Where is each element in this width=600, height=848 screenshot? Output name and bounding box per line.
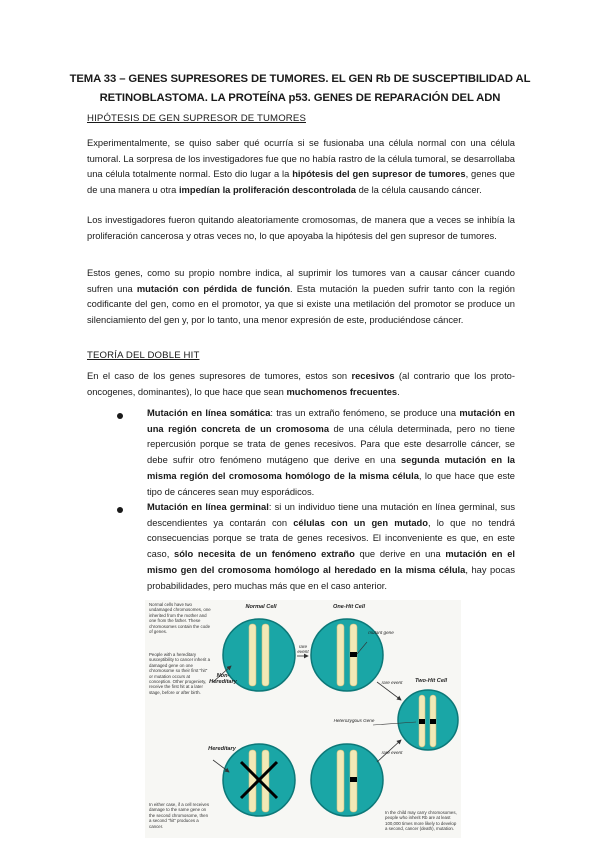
paragraph-experiment — [87, 136, 515, 199]
bullet-dot — [117, 413, 123, 419]
figure-note-normal: Normal cells have two undamaged chromosomes, one inherited from the mother and one from the father. These chromosomes contain the code of genes. — [149, 602, 211, 635]
bold-run: segunda mutación en la misma región del cromosoma homólogo de la misma célula — [147, 455, 516, 481]
label-heterozygous-gene: Heterozygous Gene — [333, 718, 375, 723]
one-hit-cell-bottom-graphic — [311, 744, 383, 816]
label-rare-event-2: rare event — [381, 680, 403, 685]
text-run: de una célula determinada, pero no tiene repercusión porque se trata de genes recesivos. Para que este desarrolle cáncer, se debe sufrir otro fenómeno mutágeno que derive en una — [147, 423, 515, 466]
text-run: (al contrario que los proto-oncogenes, dominantes), lo que hace que sean — [87, 371, 515, 397]
paragraph-recessive — [87, 369, 515, 400]
text-run: , genes que de una manera u otra — [87, 169, 515, 196]
two-hit-cell-graphic — [398, 690, 458, 750]
text-run: de la célula causando cáncer. — [356, 185, 482, 196]
label-rare-event-1: rare event — [297, 644, 309, 655]
bold-run: células con un gen mutado — [293, 517, 428, 528]
text-run: : tras un extraño fenómeno, se produce una — [270, 408, 460, 418]
bullet-dot — [117, 507, 123, 513]
hereditary-cell-graphic — [223, 744, 295, 816]
bold-run: mutación en una región concreta de un cromosoma — [147, 408, 515, 434]
bold-run: sólo necesita de un fenómeno extraño — [174, 549, 355, 560]
text-run: . Esta mutación la pueden sufrir tanto con la región codificante del gen, como en el promotor, ya que si existe una metilación del promotor se produce un silenciamiento del gen y, por lo tanto, una menor expresión de este, produciéndose cáncer. — [87, 283, 515, 326]
label-non-hereditary: Non-Hereditary — [209, 673, 237, 685]
bold-run: hipótesis del gen supresor de tumores — [292, 169, 466, 180]
paragraph-loss-of-function — [87, 266, 515, 329]
text-run: . — [397, 386, 400, 397]
diagram-graphics — [145, 600, 461, 838]
label-normal-cell: Normal Cell — [245, 604, 277, 610]
label-rare-event-3: rare event — [381, 750, 403, 755]
section-heading-tumor-suppressor: HIPÓTESIS DE GEN SUPRESOR DE TUMORES — [87, 113, 306, 124]
label-two-hit-cell: Two-Hit Cell — [414, 678, 448, 684]
paragraph-chromosomes: Los investigadores fueron quitando aleatoriamente cromosomas, de manera que a veces se inhibía la proliferación cancerosa y otras veces no, lo que apoyaba la hipótesis del gen supresor de tumores. — [87, 215, 515, 241]
bold-run: muchomenos frecuentes — [286, 386, 398, 397]
text-run: : si un individuo tiene una mutación en línea germinal, sus descendientes ya contarán con — [147, 502, 516, 528]
bold-run: recesivos — [351, 371, 395, 381]
figure-note-hereditary: People with a hereditary susceptibility to cancer inherit a damaged gene on one chromosome so their first "hit" or mutation occurs at conception. Other progeniety, receive the first hit at a later stage, before or after birth. — [149, 652, 211, 695]
title-line-2: RETINOBLASTOMA. LA PROTEÍNA p53. GENES DE REPARACIÓN DEL ADN — [99, 92, 501, 104]
text-run: que derive en una — [354, 549, 446, 560]
label-mutant-gene: mutant gene — [368, 630, 394, 635]
bold-run: mutación con pérdida de función — [136, 283, 291, 294]
text-run: En el caso de los genes supresores de tumores, estos son — [87, 371, 352, 381]
label-hereditary: Hereditary — [208, 746, 236, 752]
bold-run: impedían la proliferación descontrolada — [178, 185, 357, 196]
document-title — [60, 70, 540, 108]
bold-run: Mutación en línea germinal — [147, 502, 269, 512]
section-heading-double-hit: TEORÍA DEL DOBLE HIT — [87, 350, 200, 361]
bold-run: mutación en el mismo gen del cromosoma homólogo al heredado en la misma célula — [147, 549, 515, 575]
text-run: , hay pocas probabilidades, pero muchas más que en el caso anterior. — [147, 564, 515, 591]
bold-run: Mutación en línea somática — [147, 408, 271, 418]
two-hit-diagram — [145, 600, 461, 838]
bullet-somatic-mutation — [147, 406, 515, 500]
figure-note-second-hit: In either case, if a cell receives damage to the same gene on the second chromosome, then a second "hit" produces a cancer. — [149, 802, 210, 829]
text-run: Estos genes, como su propio nombre indica, al suprimir los tumores van a causar cáncer cuando sufren una — [87, 268, 515, 294]
bullet-germline-mutation — [147, 500, 515, 594]
figure-note-rb-risk: In the child may carry chromosomes, people who inherit Rb are at least 100,000 times more likely to develop a second, cancer (death), mutation. — [385, 810, 457, 832]
text-run: , lo que hace que este tipo de cánceres sean muy esporádicos. — [147, 470, 515, 497]
label-one-hit-cell: One-Hit Cell — [332, 604, 365, 610]
title-line-1: TEMA 33 – GENES SUPRESORES DE TUMORES. EL GEN Rb DE SUSCEPTIBILIDAD AL — [69, 73, 531, 85]
text-run: , lo que no tendrá consecuencias porque se trata de genes recesivos. El inconveniente es que, en este caso, — [147, 517, 515, 560]
text-run: Experimentalmente, se quiso saber qué ocurría si se fusionaba una célula normal con una célula tumoral. La sorpresa de los investigadores fue que no había rastro de la célula tumoral, se desarrollaba una célula totalmente normal. Esto dio lugar a la — [87, 138, 515, 180]
